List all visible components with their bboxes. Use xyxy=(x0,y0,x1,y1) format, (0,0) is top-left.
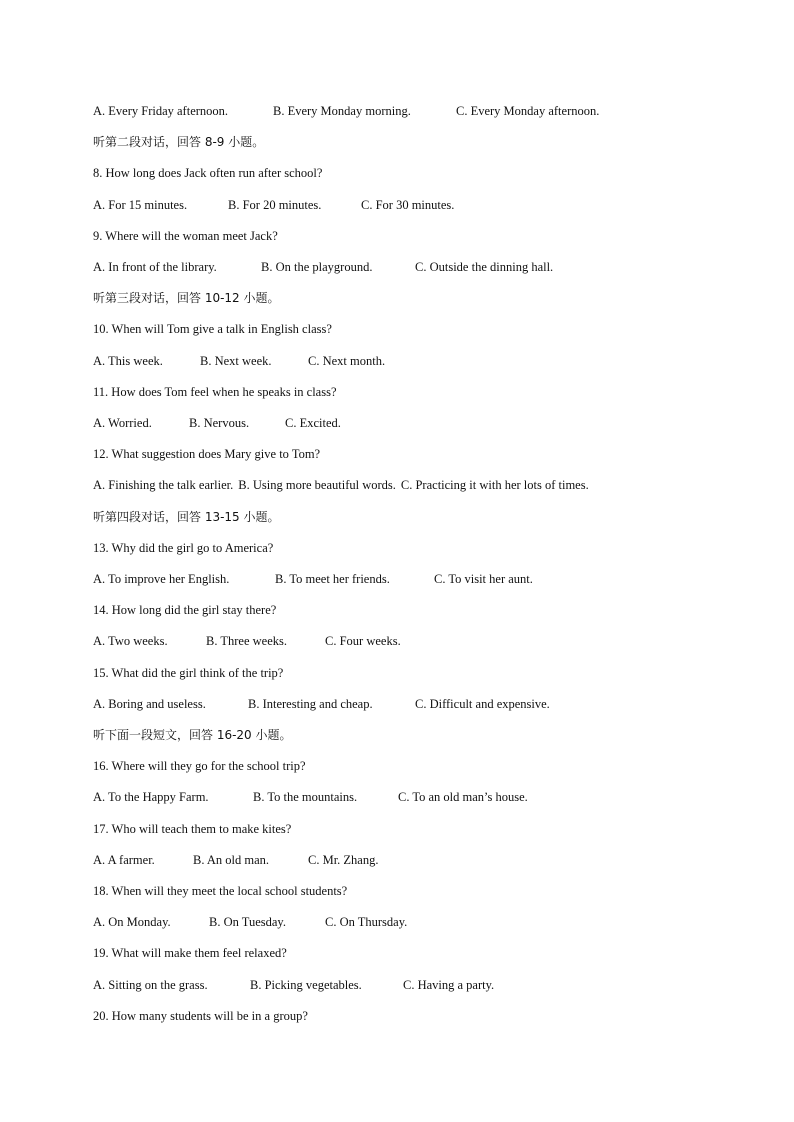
answer-option: A. Two weeks. xyxy=(93,634,168,649)
question-text: 20. How many students will be in a group? xyxy=(93,1008,308,1023)
answer-option: B. An old man. xyxy=(193,852,270,867)
answer-option: B. To meet her friends. xyxy=(275,572,390,586)
answer-option: A. Sitting on the grass. xyxy=(93,977,208,992)
answer-option: A. Every Friday afternoon. xyxy=(93,104,229,118)
answer-option: A. This week. xyxy=(93,353,163,368)
section-heading: 听第四段对话，回答 13-15 小题。 xyxy=(93,509,280,524)
question-text: 18. When will they meet the local school students? xyxy=(93,884,348,898)
answer-option: A. Boring and useless. xyxy=(93,696,206,711)
answer-option: B. Picking vegetables. xyxy=(250,977,362,992)
question-text: 13. Why did the girl go to America? xyxy=(93,540,274,555)
answer-option: B. Next week. xyxy=(200,353,272,368)
question-text: 17. Who will teach them to make kites? xyxy=(93,821,292,836)
answer-option: C. To an old man’s house. xyxy=(398,790,528,805)
answer-option: A. For 15 minutes. xyxy=(93,197,188,212)
question-text: 11. How does Tom feel when he speaks in class? xyxy=(93,384,337,399)
question-text: 12. What suggestion does Mary give to Tom? xyxy=(93,447,321,462)
answer-option: B. Nervous. xyxy=(189,416,250,430)
question-text: 8. How long does Jack often run after school? xyxy=(93,166,323,181)
answer-option: A. To improve her English. xyxy=(93,572,230,586)
question-text: 16. Where will they go for the school trip? xyxy=(93,759,306,774)
answer-options-row xyxy=(93,477,589,493)
answer-option: A. Worried. xyxy=(93,416,152,430)
answer-option: B. Every Monday morning. xyxy=(273,104,411,118)
answer-option: A. On Monday. xyxy=(93,915,171,930)
answer-option: B. Using more beautiful words. xyxy=(238,478,396,493)
answer-option: C. Excited. xyxy=(285,416,341,430)
question-text: 19. What will make them feel relaxed? xyxy=(93,946,287,961)
answer-option: C. Difficult and expensive. xyxy=(415,696,550,711)
answer-option: C. Every Monday afternoon. xyxy=(456,104,600,118)
answer-option: B. Interesting and cheap. xyxy=(248,696,373,711)
answer-option: C. For 30 minutes. xyxy=(361,197,455,212)
section-heading: 听下面一段短文，回答 16-20 小题。 xyxy=(93,728,292,742)
answer-option: B. On Tuesday. xyxy=(209,915,286,930)
section-heading: 听第二段对话，回答 8-9 小题。 xyxy=(93,135,265,150)
answer-option: A. Finishing the talk earlier. xyxy=(93,478,234,493)
question-text: 10. When will Tom give a talk in English class? xyxy=(93,322,332,337)
answer-option: A. To the Happy Farm. xyxy=(93,790,209,805)
question-text: 14. How long did the girl stay there? xyxy=(93,603,277,618)
question-text: 9. Where will the woman meet Jack? xyxy=(93,228,278,243)
answer-option: C. Practicing it with her lots of times. xyxy=(400,478,589,493)
answer-option: B. To the mountains. xyxy=(253,790,358,805)
answer-option: B. Three weeks. xyxy=(206,634,287,649)
answer-option: C. Next month. xyxy=(308,353,386,368)
answer-option: A. In front of the library. xyxy=(93,260,217,274)
answer-option: B. For 20 minutes. xyxy=(228,197,322,212)
answer-option: C. To visit her aunt. xyxy=(434,572,533,586)
answer-option: C. Mr. Zhang. xyxy=(308,852,379,867)
answer-option: C. Having a party. xyxy=(403,977,495,992)
answer-option: C. Outside the dinning hall. xyxy=(415,260,554,274)
answer-option: C. On Thursday. xyxy=(325,915,408,930)
answer-option: A. A farmer. xyxy=(93,852,155,867)
answer-option: B. On the playground. xyxy=(261,260,373,274)
question-text: 15. What did the girl think of the trip? xyxy=(93,665,284,680)
section-heading: 听第三段对话，回答 10-12 小题。 xyxy=(93,291,280,306)
answer-option: C. Four weeks. xyxy=(325,634,401,649)
